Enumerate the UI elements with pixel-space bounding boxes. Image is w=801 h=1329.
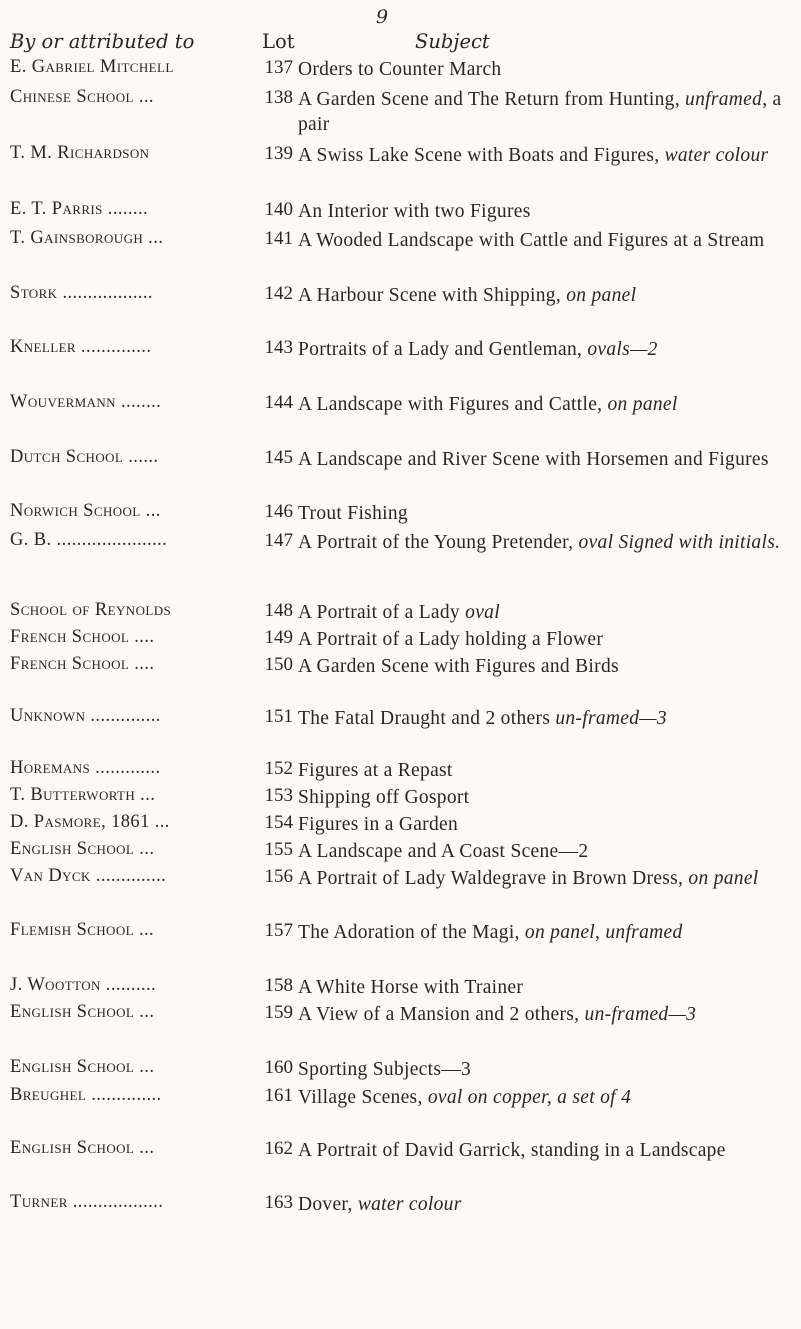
lot-subject: An Interior with two Figures: [298, 201, 531, 222]
lot-subject: The Adoration of the Magi, on panel, unframed: [298, 922, 683, 943]
lot-number: 139: [264, 143, 293, 164]
lot-number: 146: [264, 501, 293, 522]
artist-name: School of Reynolds: [10, 600, 172, 620]
artist-name: French School ....: [10, 654, 155, 674]
lot-number: 155: [264, 839, 293, 860]
lot-number: 149: [264, 627, 293, 648]
lot-number: 153: [264, 785, 293, 806]
page-number: 9: [375, 6, 389, 28]
lot-subject: A Landscape and A Coast Scene—2: [298, 841, 589, 862]
artist-name: Chinese School ...: [10, 87, 154, 107]
lot-number: 163: [264, 1192, 293, 1213]
artist-name: Breughel ..............: [10, 1085, 162, 1105]
lot-subject: A Portrait of the Young Pretender, oval Signed with initials.: [298, 532, 781, 553]
lot-number: 140: [264, 199, 293, 220]
header-lot: Lot: [262, 30, 295, 53]
artist-name: English School ...: [10, 1057, 155, 1077]
lot-subject: Trout Fishing: [298, 503, 408, 524]
lot-number: 161: [264, 1085, 293, 1106]
artist-name: Norwich School ...: [10, 501, 161, 521]
lot-subject: Dover, water colour: [298, 1194, 462, 1215]
lot-subject: A Swiss Lake Scene with Boats and Figures, water colour: [298, 145, 769, 166]
artist-name: E. Gabriel Mitchell: [10, 57, 174, 77]
lot-subject: A White Horse with Trainer: [298, 977, 524, 998]
artist-name: Stork ..................: [10, 283, 153, 303]
lot-number: 159: [264, 1002, 293, 1023]
lot-subject: A Garden Scene with Figures and Birds: [298, 656, 619, 677]
lot-subject: Portraits of a Lady and Gentleman, ovals—2: [298, 339, 658, 360]
lot-subject: Shipping off Gosport: [298, 787, 470, 808]
artist-name: T. M. Richardson: [10, 143, 150, 163]
artist-name: Dutch School ......: [10, 447, 159, 467]
lot-number: 138: [264, 87, 293, 108]
artist-name: English School ...: [10, 839, 155, 859]
lot-subject: A View of a Mansion and 2 others, un-framed—3: [298, 1004, 697, 1025]
artist-name: T. Butterworth ...: [10, 785, 156, 805]
lot-number: 158: [264, 975, 293, 996]
lot-number: 137: [264, 57, 293, 78]
artist-name: Turner ..................: [10, 1192, 164, 1212]
header-subject: Subject: [415, 30, 490, 53]
artist-name: English School ...: [10, 1002, 155, 1022]
lot-number: 144: [264, 392, 293, 413]
artist-name: G. B. ......................: [10, 530, 168, 550]
lot-number: 147: [264, 530, 293, 551]
lot-subject: A Portrait of a Lady holding a Flower: [298, 629, 604, 650]
lot-subject: Orders to Counter March: [298, 59, 502, 80]
header-artist: By or attributed to: [10, 30, 195, 53]
artist-name: Unknown ..............: [10, 706, 161, 726]
artist-name: French School ....: [10, 627, 155, 647]
lot-number: 143: [264, 337, 293, 358]
lot-number: 148: [264, 600, 293, 621]
lot-subject: Figures in a Garden: [298, 814, 459, 835]
lot-number: 157: [264, 920, 293, 941]
lot-subject: Figures at a Repast: [298, 760, 453, 781]
lot-subject: A Landscape and River Scene with Horsemen and Figures: [298, 449, 769, 470]
lot-subject: A Portrait of David Garrick, standing in a Landscape: [298, 1140, 726, 1161]
lot-subject: Sporting Subjects—3: [298, 1059, 472, 1080]
lot-number: 154: [264, 812, 293, 833]
artist-name: Flemish School ...: [10, 920, 155, 940]
lot-number: 145: [264, 447, 293, 468]
artist-name: Wouvermann ........: [10, 392, 162, 412]
lot-number: 160: [264, 1057, 293, 1078]
artist-name: J. Wootton ..........: [10, 975, 157, 995]
artist-name: Kneller ..............: [10, 337, 152, 357]
lot-subject: Village Scenes, oval on copper, a set of 4: [298, 1087, 632, 1108]
lot-subject: A Landscape with Figures and Cattle, on panel: [298, 394, 678, 415]
artist-name: D. Pasmore, 1861 ...: [10, 812, 170, 832]
lot-number: 141: [264, 228, 293, 249]
artist-name: Horemans .............: [10, 758, 161, 778]
lot-number: 152: [264, 758, 293, 779]
lot-number: 142: [264, 283, 293, 304]
lot-subject: A Garden Scene and The Return from Hunting, unframed, a pair: [298, 89, 782, 135]
artist-name: Van Dyck ..............: [10, 866, 167, 886]
lot-number: 151: [264, 706, 293, 727]
artist-name: T. Gainsborough ...: [10, 228, 164, 248]
lot-number: 156: [264, 866, 293, 887]
lot-subject: The Fatal Draught and 2 others un-framed—3: [298, 708, 667, 729]
lot-subject: A Harbour Scene with Shipping, on panel: [298, 285, 637, 306]
lot-subject: A Portrait of a Lady oval: [298, 602, 500, 623]
artist-name: E. T. Parris ........: [10, 199, 148, 219]
lot-number: 162: [264, 1138, 293, 1159]
lot-subject: A Wooded Landscape with Cattle and Figures at a Stream: [298, 230, 765, 251]
artist-name: English School ...: [10, 1138, 155, 1158]
lot-number: 150: [264, 654, 293, 675]
lot-subject: A Portrait of Lady Waldegrave in Brown Dress, on panel: [298, 868, 759, 889]
